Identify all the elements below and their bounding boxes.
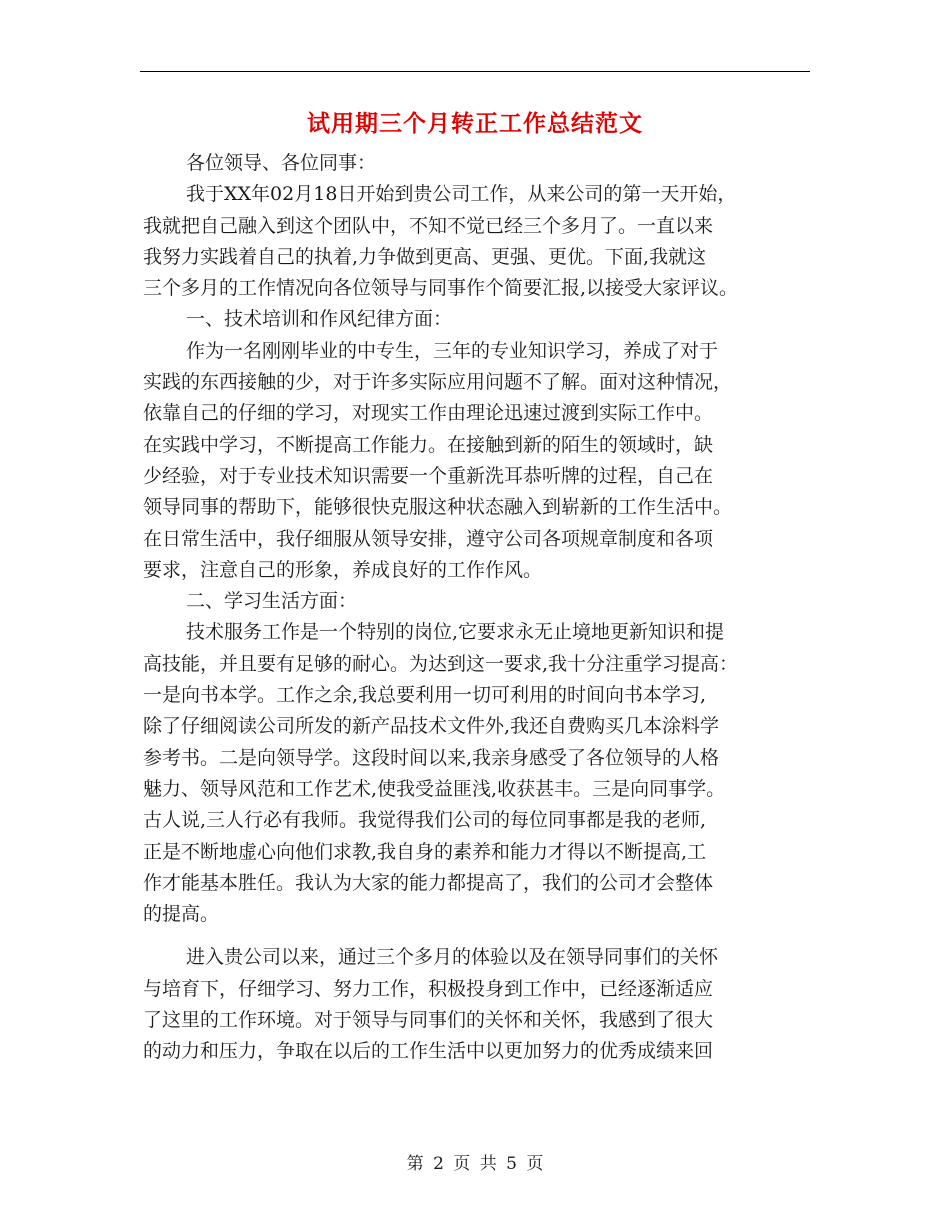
body-line: 高技能，并且要有足够的耐心。为达到这一要求,我十分注重学习提高：: [143, 652, 739, 675]
body-line: 在实践中学习，不断提高工作能力。在接触到新的陌生的领域时，缺: [143, 433, 714, 456]
body-line: 我就把自己融入到这个团队中，不知不觉已经三个多月了。一直以来: [143, 214, 714, 237]
body-line: 少经验，对于专业技术知识需要一个重新洗耳恭听牌的过程，自己在: [143, 464, 714, 487]
section-heading: 二、学习生活方面：: [186, 590, 358, 613]
body-line: 一是向书本学。工作之余,我总要利用一切可利用的时间向书本学习,: [143, 684, 707, 707]
body-line: 我于XX年02月18日开始到贵公司工作，从来公司的第一天开始，: [186, 183, 737, 206]
document-title: 试用期三个月转正工作总结范文: [307, 110, 643, 137]
body-line: 古人说,三人行必有我师。我觉得我们公司的每位同事都是我的老师,: [143, 809, 707, 832]
document-body: [143, 148, 810, 1068]
body-line: 的提高。: [143, 903, 220, 926]
body-line: 了这里的工作环境。对于领导与同事们的关怀和关怀，我感到了很大: [143, 1009, 714, 1032]
salutation: 各位领导、各位同事：: [186, 152, 377, 174]
body-line: 要求，注意自己的形象，养成良好的工作作风。: [143, 558, 543, 581]
section-heading: 一、技术培训和作风纪律方面：: [186, 308, 453, 331]
body-line: 魅力、领导风范和工作艺术,使我受益匪浅,收获甚丰。三是向同事学。: [143, 777, 726, 800]
body-line: 的动力和压力，争取在以后的工作生活中以更加努力的优秀成绩来回: [143, 1040, 714, 1063]
body-line: 依靠自己的仔细的学习，对现实工作由理论迅速过渡到实际工作中。: [143, 402, 714, 425]
body-line: 我努力实践着自己的执着,力争做到更高、更强、更优。下面,我就这: [143, 245, 707, 268]
body-line: 与培育下，仔细学习、努力工作，积极投身到工作中，已经逐渐适应: [143, 977, 714, 1000]
body-line: 参考书。二是向领导学。这段时间以来,我亲身感受了各位领导的人格: [143, 746, 720, 769]
body-line: 作才能基本胜任。我认为大家的能力都提高了，我们的公司才会整体: [143, 871, 714, 894]
body-line: 实践的东西接触的少，对于许多实际应用问题不了解。面对这种情况，: [143, 371, 733, 394]
body-line: 在日常生活中，我仔细服从领导安排，遵守公司各项规章制度和各项: [143, 527, 714, 550]
header-rule: [140, 71, 810, 72]
body-line: 技术服务工作是一个特别的岗位,它要求永无止境地更新知识和提: [186, 621, 725, 644]
body-line: 除了仔细阅读公司所发的新产品技术文件外,我还自费购买几本涂料学: [143, 715, 720, 738]
body-line: 进入贵公司以来，通过三个多月的体验以及在领导同事们的关怀: [186, 946, 719, 969]
body-line: 三个多月的工作情况向各位领导与同事作个简要汇报,以接受大家评议。: [143, 277, 739, 300]
body-line: 领导同事的帮助下，能够很快克服这种状态融入到崭新的工作生活中。: [143, 496, 733, 519]
body-line: 正是不断地虚心向他们求教,我自身的素养和能力才得以不断提高,工: [143, 840, 707, 863]
body-line: 作为一名刚刚毕业的中专生，三年的专业知识学习，养成了对于: [186, 339, 719, 362]
page-number: 第 2 页 共 5 页: [406, 1154, 544, 1174]
